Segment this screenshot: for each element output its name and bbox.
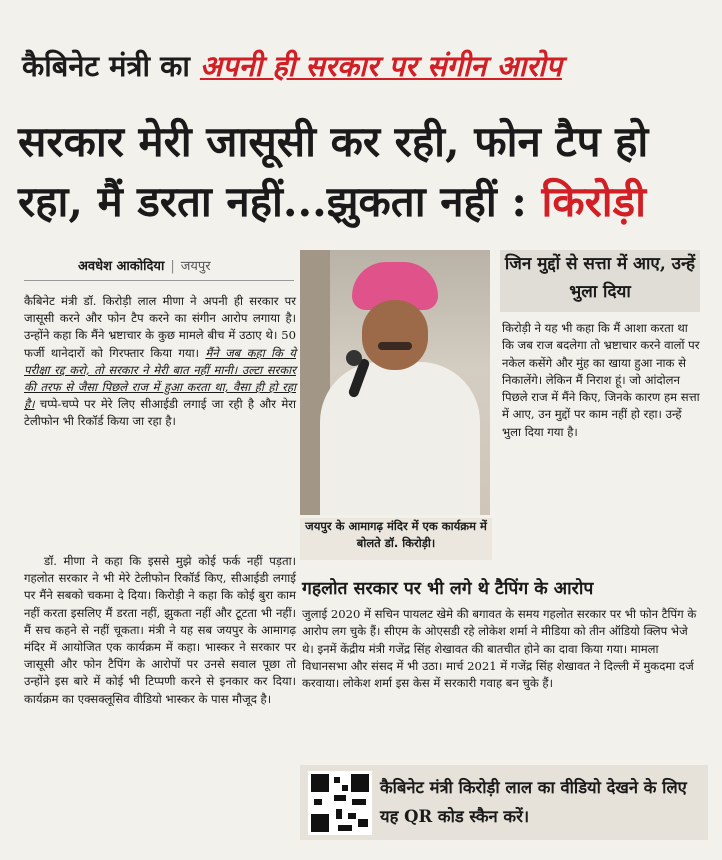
headline — [18, 112, 708, 232]
kicker-lead: कैबिनेट मंत्री का — [22, 48, 190, 83]
speaker-photo — [300, 250, 490, 515]
qr-promo-text: कैबिनेट मंत्री किरोड़ी लाल का वीडियो देखने के लिए यह QR कोड स्कैन करें। — [380, 778, 687, 826]
article-para1-plain: कैबिनेट मंत्री डॉ. किरोड़ी लाल मीणा ने अपनी ही सरकार पर जासूसी करने और फोन टैप करने का संगीन आरोप लगाया है। उन्होंने कहा कि मैंने भ्रष्टाचार के कुछ मामले बीच में उठाए थे। 50 फर्जी थानेदारों को गिरफ्तार किया गया। — [24, 294, 296, 360]
article-para1-end: चप्पे-चप्पे पर मेरे लिए सीआईडी लगाई जा रही है और मेरा टेलीफोन भी रिकॉर्ड किया जा रहा है। — [24, 397, 296, 429]
kicker-highlight: अपनी ही सरकार पर संगीन आरोप — [199, 48, 562, 83]
sidebox-title: जिन मुद्दों से सत्ता में आए, उन्हें भुला दिया — [500, 250, 700, 312]
qr-code-icon[interactable] — [308, 771, 372, 835]
face-shape — [362, 300, 428, 370]
article-paragraph-1 — [24, 293, 296, 431]
mustache-shape — [378, 342, 412, 350]
headline-name: किरोड़ी — [541, 177, 647, 226]
article-para1-highlight: मैंने जब कहा कि ये परीक्षा रद्द करो, तो सरकार ने मेरी बात नहीं मानी। उल्टा सरकार की तरफ से जैसा पिछले राज में हुआ करता था, वैसा ही हो रहा है। — [24, 345, 296, 412]
microphone-head-icon — [346, 350, 362, 366]
byline-city: जयपुर — [180, 259, 211, 274]
byline-author: अवधेश आकोदिया — [78, 259, 165, 274]
byline-separator: | — [170, 259, 175, 274]
photo-caption: जयपुर के आमागढ़ मंदिर में एक कार्यक्रम में बोलते डॉ. किरोड़ी। — [300, 518, 492, 560]
byline-rule — [24, 280, 294, 281]
headline-line-2 — [18, 172, 708, 232]
headline-line-1: सरकार मेरी जासूसी कर रही, फोन टैप हो — [18, 117, 649, 166]
kicker — [22, 40, 702, 90]
subheading-body: जुलाई 2020 में सचिन पायलट खेमे की बगावत के समय गहलोत सरकार पर भी फोन टैपिंग के आरोप लग चुके हैं। सीएम के ओएसडी रहे लोकेश शर्मा ने मीडिया को तीन ऑडियो क्लिप भेजे थे। इनमें केंद्रीय मंत्री गजेंद्र सिंह शेखावत की बातचीत होने का दावा किया गया। मामला विधानसभा और संसद में भी उठा। मार्च 2021 में गजेंद्र सिंह शेखावत ने दिल्ली में मुकदमा दर्ज करवाया। लोकेश शर्मा इस केस में सरकारी गवाह बन चुके हैं। — [302, 607, 697, 691]
qr-promo-box — [300, 765, 708, 840]
photo-figure-body — [320, 362, 480, 515]
article-paragraph-2: डॉ. मीणा ने कहा कि इससे मुझे कोई फर्क नहीं पड़ता। गहलोत सरकार ने भी मेरे टेलीफोन रिकॉर्ड किए, सीआईडी लगाई पर मैंने सबको चकमा दे दिया। किरोड़ी ने कहा कि कोई बुरा काम नहीं करता इसलिए मैं डरता नहीं, झुकता नहीं और टूटता भी नहीं। मैं सच कहने से नहीं चूकता। मंत्री ने यह सब जयपुर के आमागढ़ मंदिर में आयोजित एक कार्यक्रम में कहा। भास्कर ने सरकार पर जासूसी और फोन टैपिंग के आरोपों पर उनसे सवाल पूछा तो उन्होंने इस बारे में कोई भी टिप्पणी करने से इनकार कर दिया। कार्यक्रम का एक्सक्लूसिव वीडियो भास्कर के पास मौजूद है। — [24, 554, 296, 706]
subheading: गहलोत सरकार पर भी लगे थे टैपिंग के आरोप — [302, 579, 594, 599]
sidebox-body: किरोड़ी ने यह भी कहा कि मैं आशा करता था कि जब राज बदलेगा तो भ्रष्टाचार करने वालों पर नकेल कसेंगे और मुंह का खाया हुआ नाक से निकालेंगे। लेकिन मैं निराश हूं। जो आंदोलन पिछले राज में मैंने किए, जिनके कारण हम सत्ता में आए, उन मुद्दों पर काम नहीं हो रहा। उन्हें भुला दिया गया है। — [502, 321, 700, 439]
headline-line-2-text: रहा, मैं डरता नहीं...झुकता नहीं : — [18, 177, 542, 226]
byline — [78, 256, 211, 274]
